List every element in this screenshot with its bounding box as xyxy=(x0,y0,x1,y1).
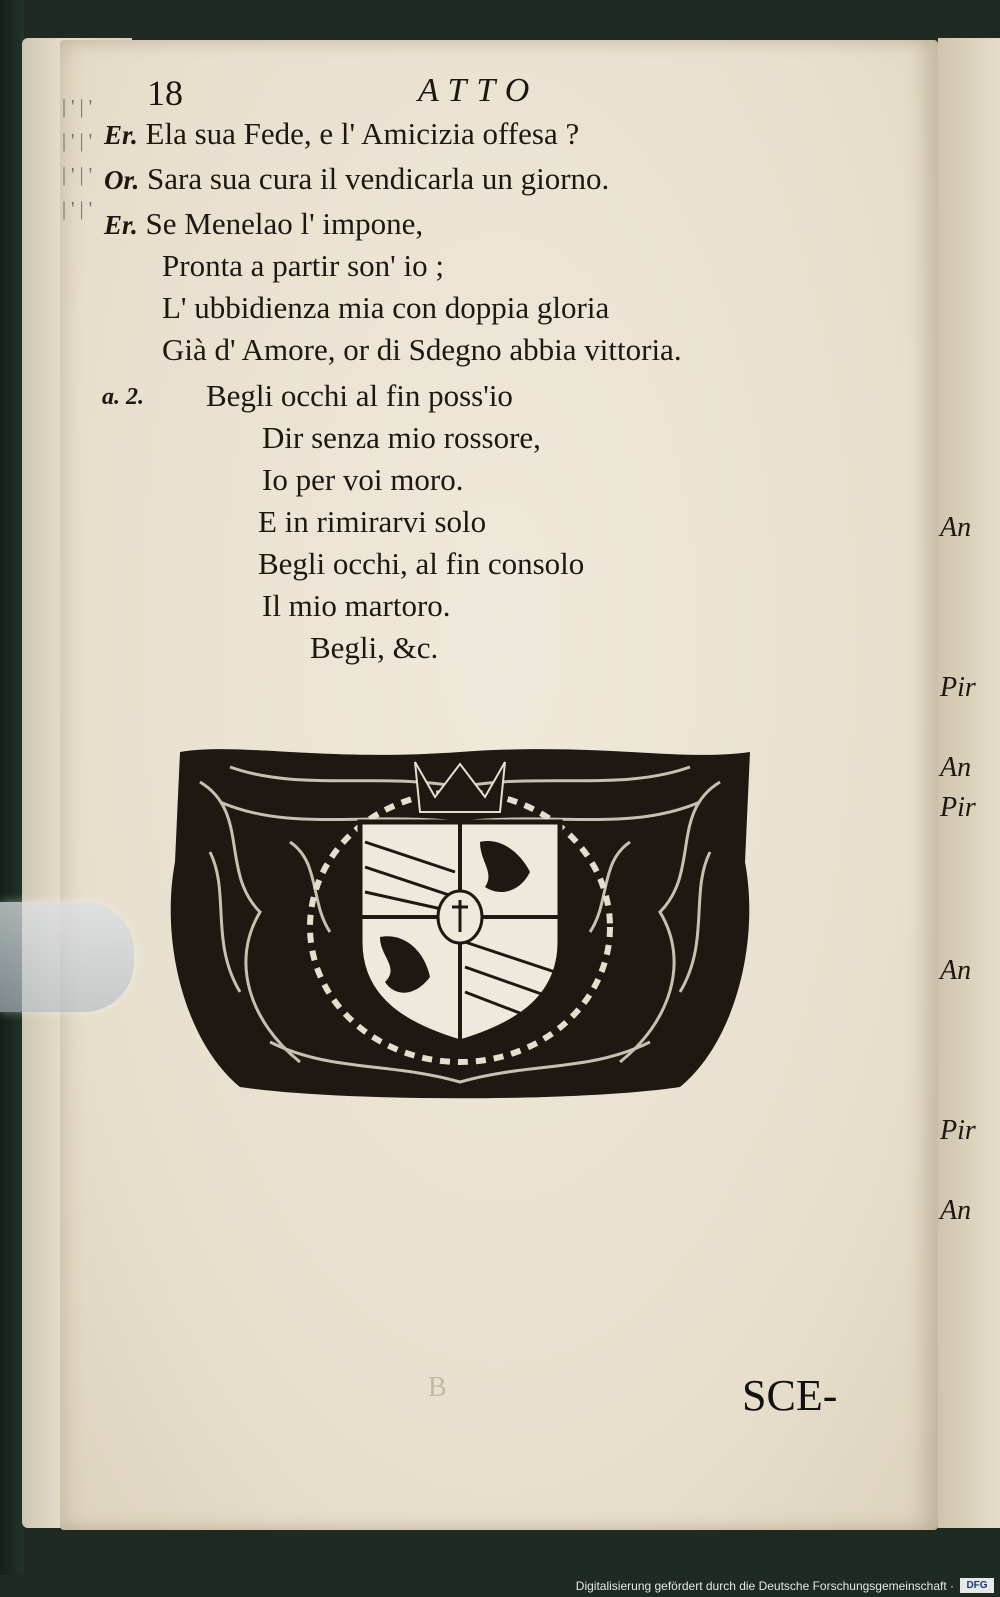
page-header xyxy=(0,72,1000,122)
footer-bar xyxy=(0,1575,1000,1597)
line-text: Pronta a partir son' io ; xyxy=(162,248,444,283)
aria-line: Dir senza mio rossore, xyxy=(262,420,541,455)
aria-line: E in rimirarvi solo xyxy=(258,504,487,539)
line-text: L' ubbidienza mia con doppia gloria xyxy=(162,290,610,325)
page-number: 18 xyxy=(147,73,183,113)
page-clamp xyxy=(0,902,134,1012)
funding-credit: Digitalisierung gefördert durch die Deutsche Forschungsgemeinschaft · xyxy=(575,1579,954,1593)
facing-page-word: An xyxy=(940,512,972,543)
line-text: Già d' Amore, or di Sdegno abbia vittoria. xyxy=(162,332,682,367)
dfg-logo: DFG xyxy=(960,1578,994,1593)
facing-page-word: An xyxy=(940,1195,972,1226)
gutter-marks: | ' | ' | ' | ' | ' | ' | ' | ' xyxy=(62,96,93,220)
aria-line: Begli occhi al fin poss'io xyxy=(206,378,513,413)
aria-line: Io per voi moro. xyxy=(262,462,464,497)
running-head: ATTO xyxy=(418,72,540,109)
speaker-label: Or. xyxy=(104,165,140,195)
dialogue-line xyxy=(162,290,609,326)
aria-marker: a. 2. xyxy=(102,384,144,410)
dialogue-line xyxy=(104,116,579,152)
aria-refrain: Begli, &c. xyxy=(310,630,439,665)
line-text: Se Menelao l' impone, xyxy=(145,206,424,241)
line-text: Ela sua Fede, e l' Amicizia offesa ? xyxy=(145,116,580,151)
speaker-label: Er. xyxy=(104,210,138,240)
dialogue-line xyxy=(104,161,609,197)
dialogue-line xyxy=(162,332,682,368)
speaker-label: Er. xyxy=(104,120,138,150)
dark-background-left xyxy=(0,0,24,1597)
facing-page-word: Pir xyxy=(940,792,976,823)
facing-page-word: Pir xyxy=(940,672,976,703)
dialogue-line xyxy=(104,206,423,242)
aria-line: Il mio martoro. xyxy=(262,588,451,623)
aria-line: Begli occhi, al fin consolo xyxy=(258,546,585,581)
signature-ghost: B xyxy=(428,1372,447,1403)
dialogue-line xyxy=(162,248,444,284)
line-text: Sara sua cura il vendicarla un giorno. xyxy=(147,161,610,196)
facing-page-word: Pir xyxy=(940,1115,976,1146)
facing-page-word: An xyxy=(940,752,972,783)
catchword: SCE- xyxy=(742,1371,838,1420)
facing-page-word: An xyxy=(940,955,972,986)
coat-of-arms-woodcut xyxy=(160,742,760,1102)
